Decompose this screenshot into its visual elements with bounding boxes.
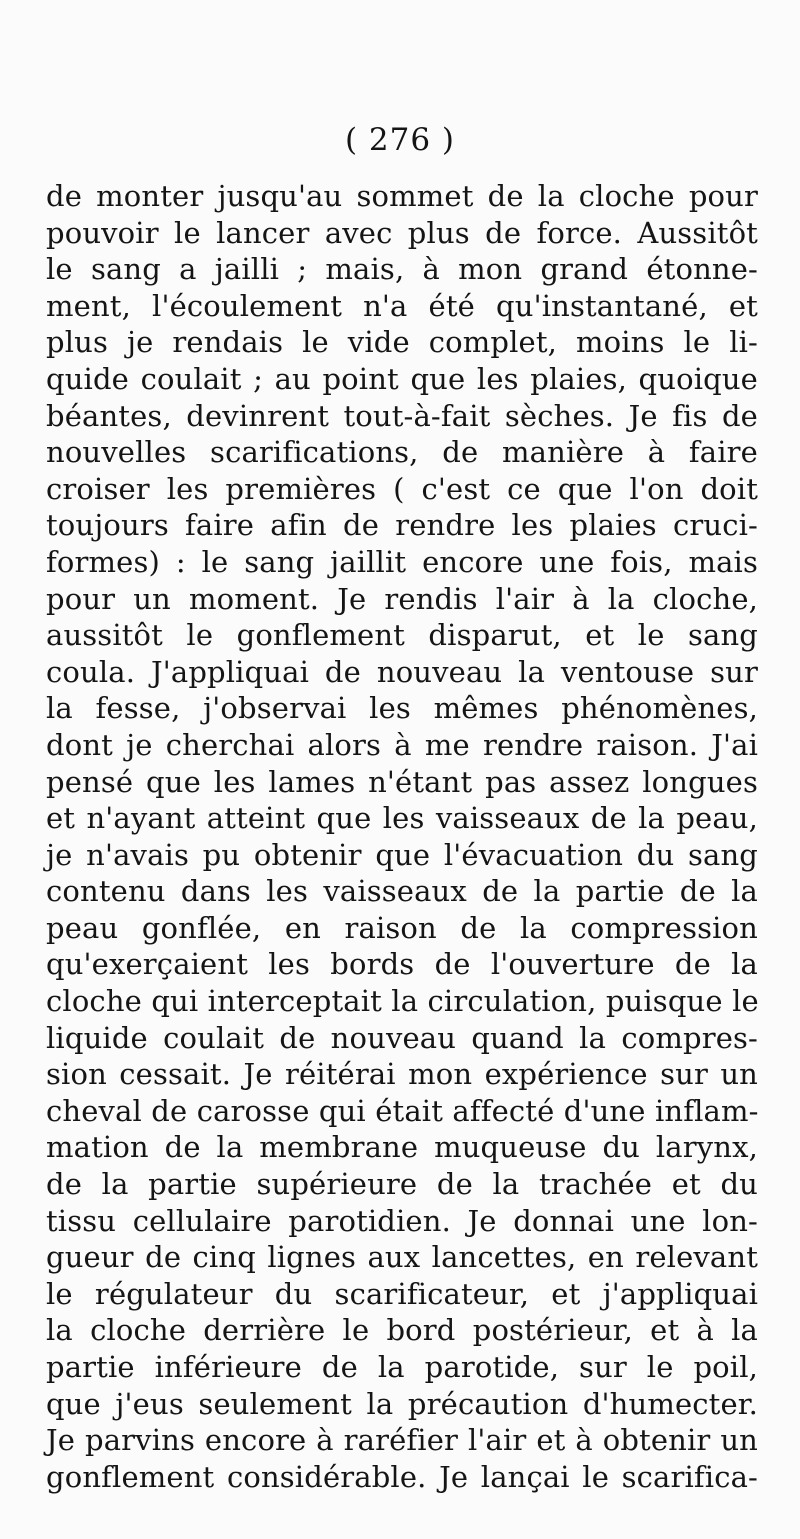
text-line: aussitôt le gonflement disparut, et le sang bbox=[46, 618, 758, 653]
body-text bbox=[46, 178, 758, 1495]
text-line: croiser les premières ( c'est ce que l'on doit bbox=[46, 471, 758, 506]
text-line: la cloche derrière le bord postérieur, et à la bbox=[46, 1313, 758, 1348]
text-line: coula. J'appliquai de nouveau la ventouse sur bbox=[46, 654, 758, 689]
text-line: je n'avais pu obtenir que l'évacuation du sang bbox=[46, 837, 758, 872]
text-line: toujours faire afin de rendre les plaies cruci- bbox=[46, 508, 758, 543]
text-line: ment, l'écoulement n'a été qu'instantané, et bbox=[46, 288, 758, 323]
text-line: partie inférieure de la parotide, sur le poil, bbox=[46, 1350, 758, 1384]
text-line: pensé que les lames n'étant pas assez longues bbox=[46, 764, 758, 799]
text-line: sion cessait. Je réitérai mon expérience sur un bbox=[46, 1057, 758, 1092]
text-line: béantes, devinrent tout-à-fait sèches. Je fis de bbox=[46, 398, 758, 433]
text-line: tissu cellulaire parotidien. Je donnai une lon- bbox=[46, 1203, 758, 1238]
text-line: qu'exerçaient les bords de l'ouverture de la bbox=[46, 947, 758, 982]
text-line: la fesse, j'observai les mêmes phénomènes, bbox=[46, 691, 758, 726]
text-line: et n'ayant atteint que les vaisseaux de la peau, bbox=[46, 801, 758, 836]
text-line: pour un moment. Je rendis l'air à la cloche, bbox=[46, 581, 758, 616]
text-line: le régulateur du scarificateur, et j'appliquai bbox=[46, 1276, 758, 1311]
text-line: formes) : le sang jaillit encore une fois, mais bbox=[46, 544, 758, 579]
text-line: nouvelles scarifications, de manière à faire bbox=[46, 435, 758, 470]
text-line: le sang a jailli ; mais, à mon grand étonne- bbox=[46, 252, 758, 287]
text-line: gonflement considérable. Je lançai le scarifica- bbox=[46, 1459, 758, 1494]
text-line: pouvoir le lancer avec plus de force. Aussitôt bbox=[46, 215, 758, 250]
text-line: cloche qui interceptait la circulation, puisque le bbox=[46, 984, 759, 1019]
text-line: mation de la membrane muqueuse du larynx, bbox=[46, 1130, 758, 1165]
text-line: que j'eus seulement la précaution d'humecter. bbox=[46, 1386, 758, 1421]
text-line: gueur de cinq lignes aux lancettes, en relevant bbox=[46, 1240, 758, 1275]
text-line: dont je cherchai alors à me rendre raison. J'ai bbox=[46, 727, 758, 762]
text-line: de monter jusqu'au sommet de la cloche pour bbox=[46, 179, 758, 213]
text-line: cheval de carosse qui était affecté d'une inflam- bbox=[46, 1093, 759, 1128]
page-number: ( 276 ) bbox=[344, 122, 456, 158]
text-line: Je parvins encore à raréfier l'air et à obtenir un bbox=[46, 1423, 758, 1458]
text-line: liquide coulait de nouveau quand la compres- bbox=[46, 1020, 758, 1055]
text-line: de la partie supérieure de la trachée et du bbox=[46, 1167, 758, 1202]
text-line: peau gonflée, en raison de la compression bbox=[46, 910, 758, 945]
text-line: contenu dans les vaisseaux de la partie de la bbox=[46, 874, 758, 909]
text-line: plus je rendais le vide complet, moins le li- bbox=[46, 325, 758, 360]
text-line: quide coulait ; au point que les plaies, quoique bbox=[46, 361, 758, 396]
